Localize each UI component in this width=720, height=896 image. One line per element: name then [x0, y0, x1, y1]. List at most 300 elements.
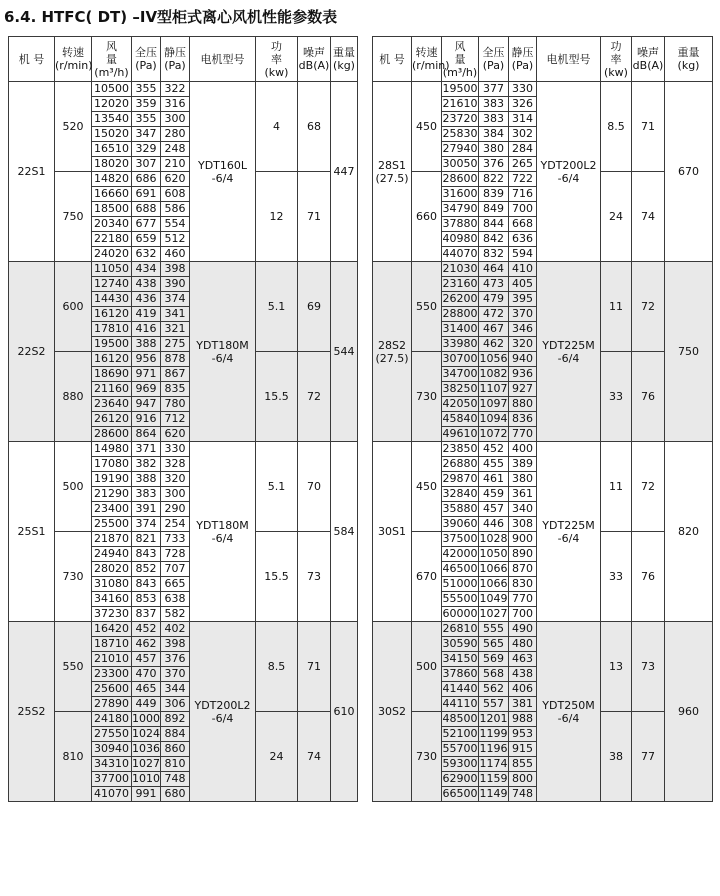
static-pressure-cell: 284 [509, 142, 537, 157]
airflow-cell: 13540 [92, 112, 132, 127]
airflow-cell: 23160 [442, 277, 478, 290]
header-speed: 转速 (r/min) [55, 37, 92, 82]
weight-cell: 670 [665, 82, 713, 262]
airflow-cell: 33980 [442, 337, 478, 350]
total-pressure-cell: 467 [479, 322, 509, 337]
static-pressure-cell: 586 [161, 202, 190, 217]
static-pressure-cell: 320 [509, 337, 537, 352]
total-pressure-cell: 359 [132, 97, 161, 112]
airflow-cell: 34700 [442, 367, 478, 380]
noise-cell: 76 [632, 532, 665, 622]
static-pressure-cell: 398 [161, 637, 190, 652]
airflow-cell: 35880 [442, 502, 478, 515]
weight-cell: 584 [331, 442, 358, 622]
motor-model-cell: YDT200L2 -6/4 [190, 622, 256, 802]
total-pressure-cell: 568 [479, 667, 509, 682]
static-pressure-cell: 836 [509, 412, 537, 427]
airflow-cell: 55700 [442, 742, 478, 755]
airflow-cell: 49610 [442, 427, 478, 440]
static-pressure-cell: 326 [509, 97, 537, 112]
total-pressure-cell: 1056 [479, 352, 508, 365]
total-pressure-cell: 822 [479, 172, 509, 187]
airflow-cell: 16420 [92, 622, 132, 637]
static-pressure-cell: 280 [161, 127, 190, 142]
header-power: 功 率 (kw) [601, 37, 632, 82]
header-total-pressure: 全压 (Pa) [479, 37, 509, 82]
airflow-cell: 21610 [442, 97, 478, 110]
static-pressure-cell: 800 [509, 772, 537, 787]
total-pressure-cell: 462 [132, 637, 161, 652]
airflow-cell: 25500 [92, 517, 132, 532]
static-pressure-cell: 381 [509, 697, 537, 712]
static-pressure-cell: 300 [161, 112, 190, 127]
static-pressure-cell: 884 [161, 727, 190, 742]
total-pressure-cell: 677 [132, 217, 161, 232]
machine-model-cell: 28S2 (27.5) [373, 262, 412, 442]
speed-cell: 550 [55, 622, 92, 712]
power-cell: 33 [601, 352, 632, 442]
machine-model-cell: 30S2 [373, 622, 412, 802]
airflow-cell: 19500 [92, 337, 132, 352]
header-motor: 电机型号 [190, 37, 256, 82]
airflow-cell: 37700 [92, 772, 132, 787]
total-pressure-cell: 307 [132, 157, 161, 172]
motor-model-cell: YDT225M -6/4 [537, 442, 601, 622]
header-model: 机 号 [9, 37, 55, 82]
power-cell: 8.5 [601, 82, 632, 172]
static-pressure-cell: 290 [161, 502, 190, 517]
motor-model-cell: YDT160L -6/4 [190, 82, 256, 262]
total-pressure-cell: 455 [479, 457, 509, 472]
weight-cell: 820 [665, 442, 713, 622]
total-pressure-cell: 1196 [479, 742, 508, 755]
static-pressure-cell: 370 [509, 307, 537, 322]
airflow-cell: 62900 [442, 772, 478, 785]
static-pressure-cell: 438 [509, 667, 537, 682]
total-pressure-cell: 659 [132, 232, 161, 247]
airflow-cell: 37500 [442, 532, 478, 545]
total-pressure-cell: 384 [479, 127, 509, 142]
header-airflow: 风 量 (m³/h) [442, 37, 479, 82]
power-cell: 12 [256, 172, 298, 262]
airflow-cell: 44110 [442, 697, 478, 710]
total-pressure-cell: 1049 [479, 592, 508, 605]
total-pressure-cell: 436 [132, 292, 161, 307]
total-pressure-cell: 419 [132, 307, 161, 322]
airflow-cell: 45840 [442, 412, 478, 425]
total-pressure-cell: 1174 [479, 757, 508, 770]
header-noise: 噪声 dB(A) [298, 37, 331, 82]
power-cell: 15.5 [256, 532, 298, 622]
machine-group-28s2 [373, 262, 713, 442]
power-cell: 33 [601, 532, 632, 622]
static-pressure-cell: 328 [161, 457, 190, 472]
static-pressure-cell: 302 [509, 127, 537, 142]
total-pressure-cell: 864 [132, 427, 161, 442]
header-weight: 重量 (kg) [331, 37, 358, 82]
static-pressure-cell: 554 [161, 217, 190, 232]
airflow-cell: 22180 [92, 232, 132, 247]
airflow-cell: 34160 [92, 592, 132, 607]
static-pressure-cell: 810 [161, 757, 190, 772]
total-pressure-cell: 557 [479, 697, 509, 712]
power-cell: 4 [256, 82, 298, 172]
noise-cell: 73 [298, 532, 331, 622]
airflow-cell: 52100 [442, 727, 478, 740]
static-pressure-cell: 638 [161, 592, 190, 607]
header-static-pressure: 静压 (Pa) [509, 37, 537, 82]
total-pressure-cell: 565 [479, 637, 509, 652]
total-pressure-cell: 969 [132, 382, 161, 397]
table-row [9, 622, 358, 637]
total-pressure-cell: 971 [132, 367, 161, 382]
airflow-cell: 18500 [92, 202, 132, 217]
total-pressure-cell: 355 [132, 82, 161, 97]
static-pressure-cell: 321 [161, 322, 190, 337]
total-pressure-cell: 416 [132, 322, 161, 337]
header-total-pressure: 全压 (Pa) [132, 37, 161, 82]
spec-table-left-panel [8, 36, 357, 802]
airflow-cell: 26200 [442, 292, 478, 305]
total-pressure-cell: 391 [132, 502, 161, 517]
static-pressure-cell: 748 [509, 787, 537, 802]
airflow-cell: 41070 [92, 787, 132, 802]
airflow-cell: 21290 [92, 487, 132, 502]
noise-cell: 73 [632, 622, 665, 712]
total-pressure-cell: 853 [132, 592, 161, 607]
airflow-cell: 34790 [442, 202, 478, 215]
static-pressure-cell: 308 [509, 517, 537, 532]
airflow-cell: 42050 [442, 397, 478, 410]
total-pressure-cell: 472 [479, 307, 509, 322]
static-pressure-cell: 867 [161, 367, 190, 382]
header-motor: 电机型号 [537, 37, 601, 82]
total-pressure-cell: 852 [132, 562, 161, 577]
static-pressure-cell: 855 [509, 757, 537, 772]
total-pressure-cell: 452 [479, 442, 509, 457]
static-pressure-cell: 940 [509, 352, 537, 367]
total-pressure-cell: 1094 [479, 412, 508, 425]
static-pressure-cell: 512 [161, 232, 190, 247]
weight-cell: 960 [665, 622, 713, 802]
power-cell: 8.5 [256, 622, 298, 712]
power-cell: 15.5 [256, 352, 298, 442]
airflow-cell: 48500 [442, 712, 478, 725]
static-pressure-cell: 402 [161, 622, 190, 637]
weight-cell: 610 [331, 622, 358, 802]
airflow-cell: 26120 [92, 412, 132, 427]
speed-cell: 880 [55, 352, 92, 442]
airflow-cell: 15020 [92, 127, 132, 142]
table-header-row [373, 37, 713, 82]
static-pressure-cell: 306 [161, 697, 190, 712]
noise-cell: 74 [632, 172, 665, 262]
machine-model-cell: 25S1 [9, 442, 55, 622]
airflow-cell: 28600 [442, 172, 478, 185]
airflow-cell: 14430 [92, 292, 132, 307]
static-pressure-cell: 398 [161, 262, 190, 277]
airflow-cell: 16510 [92, 142, 132, 157]
total-pressure-cell: 843 [132, 577, 161, 592]
airflow-cell: 23400 [92, 502, 132, 517]
header-power: 功 率 (kw) [256, 37, 298, 82]
static-pressure-cell: 410 [509, 262, 537, 277]
static-pressure-cell: 636 [509, 232, 537, 247]
static-pressure-cell: 254 [161, 517, 190, 532]
airflow-cell: 26880 [442, 457, 478, 470]
total-pressure-cell: 383 [132, 487, 161, 502]
airflow-cell: 18710 [92, 637, 132, 652]
static-pressure-cell: 835 [161, 382, 190, 397]
speed-cell: 550 [412, 262, 442, 352]
static-pressure-cell: 405 [509, 277, 537, 292]
table-row [9, 532, 358, 547]
airflow-cell: 38250 [442, 382, 478, 395]
weight-cell: 750 [665, 262, 713, 442]
airflow-cell: 30590 [442, 637, 478, 650]
total-pressure-cell: 562 [479, 682, 509, 697]
static-pressure-cell: 275 [161, 337, 190, 352]
airflow-cell: 10500 [92, 82, 132, 97]
airflow-cell: 51000 [442, 577, 478, 590]
airflow-cell: 23300 [92, 667, 132, 682]
total-pressure-cell: 842 [479, 232, 509, 247]
table-row [9, 172, 358, 187]
airflow-cell: 37860 [442, 667, 478, 680]
airflow-cell: 37880 [442, 217, 478, 230]
airflow-cell: 24940 [92, 547, 132, 562]
table-row [373, 82, 713, 97]
static-pressure-cell: 460 [161, 247, 190, 262]
table-row [9, 262, 358, 277]
airflow-cell: 17810 [92, 322, 132, 337]
total-pressure-cell: 1010 [132, 772, 160, 785]
static-pressure-cell: 341 [161, 307, 190, 322]
airflow-cell: 31600 [442, 187, 478, 200]
speed-cell: 730 [412, 352, 442, 442]
airflow-cell: 28600 [92, 427, 132, 442]
airflow-cell: 44070 [442, 247, 478, 260]
static-pressure-cell: 380 [509, 472, 537, 487]
total-pressure-cell: 371 [132, 442, 161, 457]
table-row [373, 622, 713, 637]
static-pressure-cell: 582 [161, 607, 190, 622]
static-pressure-cell: 314 [509, 112, 537, 127]
total-pressure-cell: 821 [132, 532, 161, 547]
static-pressure-cell: 370 [161, 667, 190, 682]
airflow-cell: 18020 [92, 157, 132, 172]
page-title: 6.4. HTFC( DT) –IV型柜式离心风机性能参数表 [4, 8, 338, 26]
machine-group-30s1 [373, 442, 713, 622]
noise-cell: 72 [632, 262, 665, 352]
table-row [9, 82, 358, 97]
airflow-cell: 28800 [442, 307, 478, 320]
speed-cell: 450 [412, 442, 442, 532]
total-pressure-cell: 691 [132, 187, 161, 202]
motor-model-cell: YDT180M -6/4 [190, 262, 256, 442]
noise-cell: 71 [298, 172, 331, 262]
spec-table-left [8, 36, 358, 802]
airflow-cell: 25830 [442, 127, 478, 140]
total-pressure-cell: 329 [132, 142, 161, 157]
airflow-cell: 21160 [92, 382, 132, 397]
header-model: 机 号 [373, 37, 412, 82]
motor-model-cell: YDT200L2 -6/4 [537, 82, 601, 262]
total-pressure-cell: 462 [479, 337, 509, 352]
speed-cell: 730 [55, 532, 92, 622]
static-pressure-cell: 728 [161, 547, 190, 562]
airflow-cell: 31400 [442, 322, 478, 335]
airflow-cell: 23640 [92, 397, 132, 412]
total-pressure-cell: 464 [479, 262, 509, 277]
total-pressure-cell: 438 [132, 277, 161, 292]
total-pressure-cell: 461 [479, 472, 509, 487]
static-pressure-cell: 620 [161, 172, 190, 187]
noise-cell: 68 [298, 82, 331, 172]
noise-cell: 74 [298, 712, 331, 802]
airflow-cell: 18690 [92, 367, 132, 382]
static-pressure-cell: 390 [161, 277, 190, 292]
machine-group-25s2 [9, 622, 358, 802]
total-pressure-cell: 388 [132, 472, 161, 487]
static-pressure-cell: 608 [161, 187, 190, 202]
total-pressure-cell: 1201 [479, 712, 508, 725]
static-pressure-cell: 316 [161, 97, 190, 112]
speed-cell: 670 [412, 532, 442, 622]
static-pressure-cell: 878 [161, 352, 190, 367]
power-cell: 38 [601, 712, 632, 802]
total-pressure-cell: 355 [132, 112, 161, 127]
airflow-cell: 14980 [92, 442, 132, 457]
power-cell: 11 [601, 262, 632, 352]
header-speed: 转速 (r/min) [412, 37, 442, 82]
machine-model-cell: 28S1 (27.5) [373, 82, 412, 262]
airflow-cell: 31080 [92, 577, 132, 592]
speed-cell: 810 [55, 712, 92, 802]
total-pressure-cell: 449 [132, 697, 161, 712]
static-pressure-cell: 480 [509, 637, 537, 652]
total-pressure-cell: 1149 [479, 787, 508, 800]
noise-cell: 72 [298, 352, 331, 442]
total-pressure-cell: 383 [479, 97, 509, 112]
static-pressure-cell: 712 [161, 412, 190, 427]
weight-cell: 544 [331, 262, 358, 442]
airflow-cell: 28020 [92, 562, 132, 577]
noise-cell: 72 [632, 442, 665, 532]
total-pressure-cell: 347 [132, 127, 161, 142]
total-pressure-cell: 1036 [132, 742, 160, 755]
machine-group-22s2 [9, 262, 358, 442]
static-pressure-cell: 936 [509, 367, 537, 382]
static-pressure-cell: 300 [161, 487, 190, 502]
total-pressure-cell: 383 [479, 112, 509, 127]
airflow-cell: 29870 [442, 472, 478, 485]
total-pressure-cell: 1066 [479, 577, 508, 590]
speed-cell: 730 [412, 712, 442, 802]
airflow-cell: 17080 [92, 457, 132, 472]
header-airflow: 风 量 (m³/h) [92, 37, 132, 82]
total-pressure-cell: 457 [479, 502, 509, 517]
total-pressure-cell: 844 [479, 217, 509, 232]
static-pressure-cell: 330 [509, 82, 537, 97]
spec-table-right-panel [372, 36, 712, 802]
noise-cell: 69 [298, 262, 331, 352]
static-pressure-cell: 700 [509, 607, 537, 622]
total-pressure-cell: 452 [132, 622, 161, 637]
airflow-cell: 30940 [92, 742, 132, 757]
static-pressure-cell: 330 [161, 442, 190, 457]
airflow-cell: 19190 [92, 472, 132, 487]
airflow-cell: 30700 [442, 352, 478, 365]
static-pressure-cell: 707 [161, 562, 190, 577]
power-cell: 13 [601, 622, 632, 712]
speed-cell: 520 [55, 82, 92, 172]
static-pressure-cell: 900 [509, 532, 537, 547]
total-pressure-cell: 947 [132, 397, 161, 412]
static-pressure-cell: 361 [509, 487, 537, 502]
static-pressure-cell: 346 [509, 322, 537, 337]
static-pressure-cell: 265 [509, 157, 537, 172]
machine-model-cell: 22S1 [9, 82, 55, 262]
static-pressure-cell: 668 [509, 217, 537, 232]
airflow-cell: 37230 [92, 607, 132, 622]
total-pressure-cell: 837 [132, 607, 161, 622]
total-pressure-cell: 843 [132, 547, 161, 562]
header-static-pressure: 静压 (Pa) [161, 37, 190, 82]
static-pressure-cell: 248 [161, 142, 190, 157]
total-pressure-cell: 1050 [479, 547, 508, 560]
speed-cell: 500 [55, 442, 92, 532]
airflow-cell: 16120 [92, 307, 132, 322]
airflow-cell: 21870 [92, 532, 132, 547]
noise-cell: 71 [632, 82, 665, 172]
static-pressure-cell: 490 [509, 622, 537, 637]
static-pressure-cell: 320 [161, 472, 190, 487]
total-pressure-cell: 377 [479, 82, 509, 97]
header-weight: 重量 (kg) [665, 37, 713, 82]
airflow-cell: 21010 [92, 652, 132, 667]
table-row [373, 262, 713, 277]
total-pressure-cell: 839 [479, 187, 509, 202]
static-pressure-cell: 953 [509, 727, 537, 742]
airflow-cell: 34310 [92, 757, 132, 772]
static-pressure-cell: 890 [509, 547, 537, 562]
table-row [373, 442, 713, 457]
total-pressure-cell: 1082 [479, 367, 508, 380]
airflow-cell: 41440 [442, 682, 478, 695]
table-row [9, 352, 358, 367]
total-pressure-cell: 465 [132, 682, 161, 697]
airflow-cell: 26810 [442, 622, 478, 635]
static-pressure-cell: 376 [161, 652, 190, 667]
motor-model-cell: YDT180M -6/4 [190, 442, 256, 622]
static-pressure-cell: 594 [509, 247, 537, 262]
total-pressure-cell: 1159 [479, 772, 508, 785]
airflow-cell: 14820 [92, 172, 132, 187]
total-pressure-cell: 832 [479, 247, 509, 262]
total-pressure-cell: 1024 [132, 727, 160, 740]
static-pressure-cell: 665 [161, 577, 190, 592]
total-pressure-cell: 1027 [479, 607, 508, 620]
airflow-cell: 42000 [442, 547, 478, 560]
power-cell: 5.1 [256, 262, 298, 352]
airflow-cell: 30050 [442, 157, 478, 170]
total-pressure-cell: 956 [132, 352, 161, 367]
airflow-cell: 16660 [92, 187, 132, 202]
noise-cell: 71 [298, 622, 331, 712]
static-pressure-cell: 927 [509, 382, 537, 397]
noise-cell: 76 [632, 352, 665, 442]
